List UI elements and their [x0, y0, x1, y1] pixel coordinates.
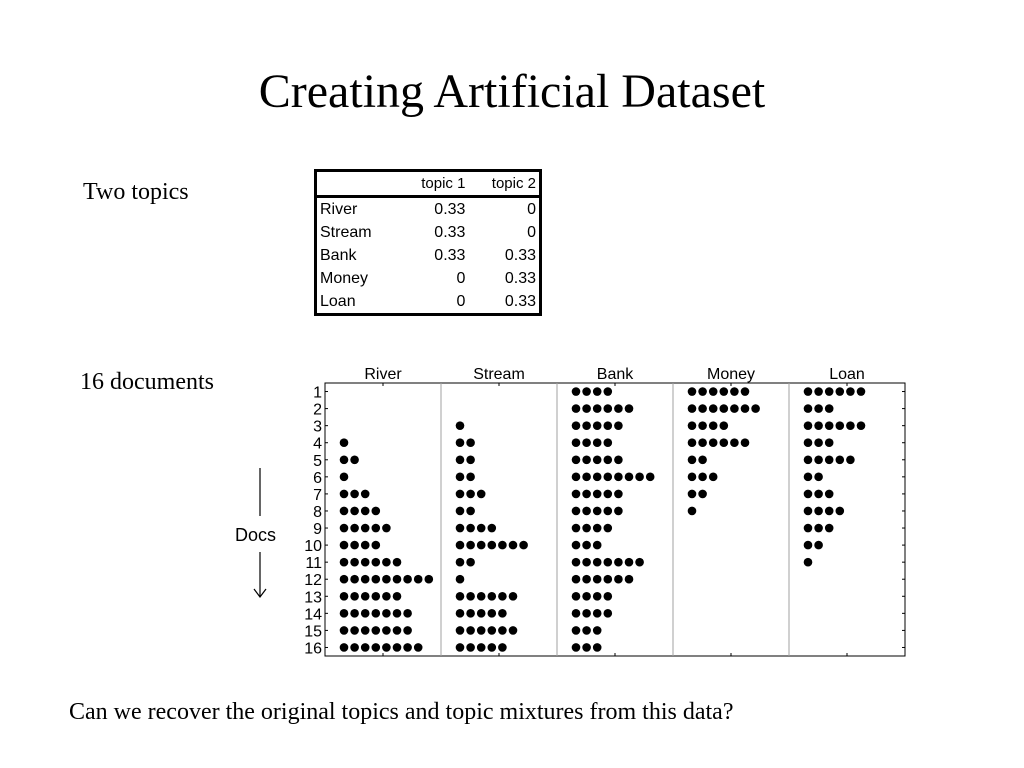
word-occurrence-dot: [372, 609, 381, 618]
word-occurrence-dot: [593, 455, 602, 464]
word-occurrence-dot: [572, 455, 581, 464]
word-occurrence-dot: [814, 490, 823, 499]
word-occurrence-dot: [825, 404, 834, 413]
word-occurrence-dot: [582, 558, 591, 567]
word-occurrence-dot: [635, 558, 644, 567]
word-occurrence-dot: [836, 421, 845, 430]
word-occurrence-dot: [846, 387, 855, 396]
word-occurrence-dot: [509, 541, 518, 550]
word-column-label: Bank: [596, 366, 634, 383]
word-occurrence-dot: [688, 490, 697, 499]
word-occurrence-dot: [572, 626, 581, 635]
word-occurrence-dot: [403, 575, 412, 584]
word-occurrence-dot: [456, 643, 465, 652]
word-occurrence-dot: [846, 455, 855, 464]
word-occurrence-dot: [456, 438, 465, 447]
word-occurrence-dot: [582, 455, 591, 464]
word-occurrence-dot: [466, 609, 475, 618]
word-occurrence-dot: [604, 558, 613, 567]
document-row-label: 3: [313, 418, 322, 436]
word-occurrence-dot: [688, 387, 697, 396]
word-occurrence-dot: [340, 558, 349, 567]
word-occurrence-dot: [340, 438, 349, 447]
word-occurrence-dot: [804, 473, 813, 482]
word-occurrence-dot: [720, 421, 729, 430]
word-occurrence-dot: [572, 643, 581, 652]
word-occurrence-dot: [582, 643, 591, 652]
word-occurrence-dot: [340, 507, 349, 516]
word-occurrence-dot: [688, 455, 697, 464]
word-occurrence-dot: [688, 421, 697, 430]
word-occurrence-dot: [688, 404, 697, 413]
word-occurrence-dot: [814, 541, 823, 550]
word-occurrence-dot: [698, 404, 707, 413]
word-occurrence-dot: [720, 404, 729, 413]
word-occurrence-dot: [614, 490, 623, 499]
word-occurrence-dot: [466, 473, 475, 482]
topic-table-word: Stream: [320, 223, 372, 241]
document-row-label: 14: [304, 606, 322, 624]
word-occurrence-dot: [709, 473, 718, 482]
word-occurrence-dot: [414, 643, 423, 652]
word-occurrence-dot: [614, 473, 623, 482]
word-occurrence-dot: [814, 524, 823, 533]
word-occurrence-dot: [625, 404, 634, 413]
word-occurrence-dot: [698, 473, 707, 482]
word-occurrence-dot: [477, 524, 486, 533]
word-occurrence-dot: [836, 507, 845, 516]
word-occurrence-dot: [340, 626, 349, 635]
word-occurrence-dot: [593, 473, 602, 482]
word-occurrence-dot: [614, 404, 623, 413]
word-occurrence-dot: [804, 455, 813, 464]
word-occurrence-dot: [804, 490, 813, 499]
word-occurrence-dot: [403, 643, 412, 652]
topic-2-value: 0.33: [504, 292, 536, 310]
word-occurrence-dot: [614, 507, 623, 516]
word-occurrence-dot: [393, 643, 402, 652]
word-occurrence-dot: [466, 490, 475, 499]
word-occurrence-dot: [466, 507, 475, 516]
word-occurrence-dot: [804, 387, 813, 396]
word-occurrence-dot: [350, 490, 359, 499]
word-occurrence-dot: [456, 507, 465, 516]
word-occurrence-dot: [825, 421, 834, 430]
word-occurrence-dot: [572, 541, 581, 550]
word-occurrence-dot: [488, 524, 497, 533]
word-occurrence-dot: [604, 507, 613, 516]
word-occurrence-dot: [814, 421, 823, 430]
word-occurrence-dot: [361, 541, 370, 550]
topic-1-value: 0.33: [434, 246, 466, 264]
word-occurrence-dot: [456, 421, 465, 430]
word-occurrence-dot: [604, 387, 613, 396]
document-row-label: 11: [305, 555, 322, 573]
word-occurrence-dot: [698, 438, 707, 447]
topic-2-header: topic 2: [491, 175, 536, 192]
word-occurrence-dot: [688, 507, 697, 516]
word-occurrence-dot: [604, 455, 613, 464]
word-occurrence-dot: [572, 507, 581, 516]
word-occurrence-dot: [498, 626, 507, 635]
word-occurrence-dot: [350, 558, 359, 567]
word-occurrence-dot: [466, 455, 475, 464]
word-occurrence-dot: [593, 490, 602, 499]
word-occurrence-dot: [509, 626, 518, 635]
word-occurrence-dot: [593, 643, 602, 652]
word-occurrence-dot: [350, 626, 359, 635]
word-occurrence-dot: [814, 455, 823, 464]
word-occurrence-dot: [372, 575, 381, 584]
word-occurrence-dot: [804, 438, 813, 447]
word-occurrence-dot: [572, 592, 581, 601]
word-occurrence-dot: [361, 490, 370, 499]
word-occurrence-dot: [814, 387, 823, 396]
word-occurrence-dot: [825, 490, 834, 499]
word-occurrence-dot: [340, 524, 349, 533]
word-occurrence-dot: [582, 626, 591, 635]
word-column-label: Loan: [829, 366, 865, 383]
word-occurrence-dot: [751, 404, 760, 413]
word-occurrence-dot: [593, 609, 602, 618]
word-occurrence-dot: [361, 592, 370, 601]
word-occurrence-dot: [572, 421, 581, 430]
word-occurrence-dot: [350, 575, 359, 584]
word-occurrence-dot: [646, 473, 655, 482]
word-occurrence-dot: [720, 387, 729, 396]
topic-1-value: 0: [456, 292, 466, 310]
word-occurrence-dot: [604, 490, 613, 499]
word-occurrence-dot: [582, 473, 591, 482]
word-occurrence-dot: [593, 507, 602, 516]
topic-table-word: Loan: [320, 292, 356, 310]
word-occurrence-dot: [804, 541, 813, 550]
word-occurrence-dot: [488, 626, 497, 635]
word-occurrence-dot: [698, 490, 707, 499]
word-occurrence-dot: [572, 387, 581, 396]
word-occurrence-dot: [456, 558, 465, 567]
word-occurrence-dot: [361, 558, 370, 567]
word-occurrence-dot: [582, 609, 591, 618]
word-occurrence-dot: [572, 575, 581, 584]
word-occurrence-dot: [477, 490, 486, 499]
word-occurrence-dot: [688, 473, 697, 482]
documents-label: 16 documents: [80, 369, 214, 395]
document-row-label: 5: [313, 452, 322, 470]
word-occurrence-dot: [814, 404, 823, 413]
word-occurrence-dot: [582, 421, 591, 430]
word-occurrence-dot: [582, 524, 591, 533]
word-occurrence-dot: [509, 592, 518, 601]
word-occurrence-dot: [814, 473, 823, 482]
topic-table-word: Bank: [320, 246, 357, 264]
word-occurrence-dot: [804, 524, 813, 533]
word-occurrence-dot: [488, 541, 497, 550]
word-occurrence-dot: [372, 643, 381, 652]
word-occurrence-dot: [604, 609, 613, 618]
word-occurrence-dot: [698, 455, 707, 464]
document-row-label: 16: [304, 640, 322, 658]
word-occurrence-dot: [572, 438, 581, 447]
word-occurrence-dot: [698, 421, 707, 430]
word-occurrence-dot: [825, 438, 834, 447]
topic-1-value: 0.33: [434, 223, 466, 241]
word-occurrence-dot: [488, 609, 497, 618]
word-occurrence-dot: [340, 609, 349, 618]
word-occurrence-dot: [382, 643, 391, 652]
word-occurrence-dot: [372, 541, 381, 550]
word-occurrence-dot: [635, 473, 644, 482]
word-occurrence-dot: [340, 592, 349, 601]
word-occurrence-dot: [456, 626, 465, 635]
word-occurrence-dot: [572, 490, 581, 499]
word-occurrence-dot: [456, 473, 465, 482]
word-occurrence-dot: [466, 558, 475, 567]
word-occurrence-dot: [498, 609, 507, 618]
word-occurrence-dot: [804, 404, 813, 413]
word-occurrence-dot: [393, 575, 402, 584]
word-occurrence-dot: [614, 558, 623, 567]
word-occurrence-dot: [477, 609, 486, 618]
docs-axis-label: Docs: [235, 525, 277, 545]
word-occurrence-dot: [804, 558, 813, 567]
document-row-label: 10: [304, 538, 322, 556]
word-occurrence-dot: [488, 592, 497, 601]
word-occurrence-dot: [350, 507, 359, 516]
word-occurrence-dot: [572, 404, 581, 413]
document-row-label: 7: [313, 486, 322, 504]
word-occurrence-dot: [456, 524, 465, 533]
word-occurrence-dot: [604, 438, 613, 447]
word-occurrence-dot: [814, 507, 823, 516]
document-row-label: 13: [304, 589, 322, 607]
word-occurrence-dot: [604, 421, 613, 430]
word-occurrence-dot: [350, 592, 359, 601]
word-occurrence-dot: [372, 524, 381, 533]
word-occurrence-dot: [466, 643, 475, 652]
word-occurrence-dot: [825, 387, 834, 396]
word-occurrence-dot: [604, 473, 613, 482]
word-occurrence-dot: [572, 558, 581, 567]
word-column-label: River: [364, 366, 402, 383]
word-occurrence-dot: [466, 541, 475, 550]
word-occurrence-dot: [382, 524, 391, 533]
topic-table-word: Money: [320, 269, 369, 287]
two-topics-label: Two topics: [83, 179, 189, 205]
word-occurrence-dot: [372, 507, 381, 516]
document-row-label: 4: [313, 435, 322, 453]
word-occurrence-dot: [709, 438, 718, 447]
word-occurrence-dot: [593, 626, 602, 635]
document-row-label: 6: [313, 469, 322, 487]
word-occurrence-dot: [582, 490, 591, 499]
word-occurrence-dot: [572, 524, 581, 533]
word-column-label: Money: [706, 366, 756, 383]
word-occurrence-dot: [382, 592, 391, 601]
word-occurrence-dot: [498, 592, 507, 601]
word-occurrence-dot: [741, 387, 750, 396]
topic-1-value: 0: [456, 269, 466, 287]
topic-2-value: 0: [527, 200, 536, 218]
topic-table-word: River: [320, 200, 358, 218]
topic-2-value: 0.33: [504, 246, 536, 264]
word-occurrence-dot: [519, 541, 528, 550]
word-occurrence-dot: [372, 592, 381, 601]
word-occurrence-dot: [730, 404, 739, 413]
word-occurrence-dot: [393, 609, 402, 618]
word-occurrence-dot: [393, 592, 402, 601]
word-occurrence-dot: [361, 575, 370, 584]
word-occurrence-dot: [456, 592, 465, 601]
word-occurrence-dot: [340, 541, 349, 550]
word-occurrence-dot: [688, 438, 697, 447]
word-occurrence-dot: [825, 507, 834, 516]
word-occurrence-dot: [350, 455, 359, 464]
word-column-label: Stream: [473, 366, 525, 383]
word-occurrence-dot: [382, 626, 391, 635]
word-occurrence-dot: [350, 643, 359, 652]
word-occurrence-dot: [614, 575, 623, 584]
word-occurrence-dot: [593, 438, 602, 447]
closing-question: Can we recover the original topics and topic mixtures from this data?: [69, 699, 734, 725]
word-occurrence-dot: [614, 421, 623, 430]
word-occurrence-dot: [709, 421, 718, 430]
word-occurrence-dot: [709, 387, 718, 396]
word-occurrence-dot: [804, 507, 813, 516]
document-row-label: 9: [313, 521, 322, 539]
word-occurrence-dot: [340, 473, 349, 482]
word-occurrence-dot: [393, 626, 402, 635]
word-occurrence-dot: [572, 609, 581, 618]
word-occurrence-dot: [466, 592, 475, 601]
word-occurrence-dot: [582, 387, 591, 396]
word-occurrence-dot: [382, 558, 391, 567]
word-occurrence-dot: [350, 541, 359, 550]
word-occurrence-dot: [593, 387, 602, 396]
word-occurrence-dot: [466, 626, 475, 635]
word-occurrence-dot: [804, 421, 813, 430]
word-occurrence-dot: [593, 592, 602, 601]
document-row-label: 2: [313, 401, 322, 419]
word-occurrence-dot: [466, 524, 475, 533]
topic-2-value: 0.33: [504, 269, 536, 287]
word-occurrence-dot: [720, 438, 729, 447]
word-occurrence-dot: [582, 507, 591, 516]
word-occurrence-dot: [477, 592, 486, 601]
word-occurrence-dot: [741, 404, 750, 413]
word-occurrence-dot: [414, 575, 423, 584]
word-occurrence-dot: [857, 387, 866, 396]
word-occurrence-dot: [730, 387, 739, 396]
word-occurrence-dot: [382, 609, 391, 618]
word-occurrence-dot: [698, 387, 707, 396]
word-occurrence-dot: [572, 473, 581, 482]
word-occurrence-dot: [604, 524, 613, 533]
word-occurrence-dot: [825, 455, 834, 464]
word-occurrence-dot: [456, 609, 465, 618]
word-occurrence-dot: [498, 541, 507, 550]
word-occurrence-dot: [741, 438, 750, 447]
word-occurrence-dot: [825, 524, 834, 533]
word-occurrence-dot: [361, 609, 370, 618]
word-occurrence-dot: [425, 575, 434, 584]
word-occurrence-dot: [625, 558, 634, 567]
word-occurrence-dot: [372, 626, 381, 635]
word-occurrence-dot: [593, 541, 602, 550]
word-occurrence-dot: [340, 575, 349, 584]
word-occurrence-dot: [477, 643, 486, 652]
word-occurrence-dot: [498, 643, 507, 652]
word-occurrence-dot: [403, 609, 412, 618]
word-occurrence-dot: [361, 626, 370, 635]
document-row-label: 1: [313, 384, 322, 402]
word-occurrence-dot: [350, 524, 359, 533]
word-occurrence-dot: [456, 455, 465, 464]
word-occurrence-dot: [582, 575, 591, 584]
word-occurrence-dot: [393, 558, 402, 567]
word-occurrence-dot: [488, 643, 497, 652]
word-occurrence-dot: [593, 404, 602, 413]
word-occurrence-dot: [625, 473, 634, 482]
word-occurrence-dot: [582, 592, 591, 601]
word-occurrence-dot: [582, 541, 591, 550]
word-occurrence-dot: [340, 643, 349, 652]
word-occurrence-dot: [709, 404, 718, 413]
word-occurrence-dot: [582, 438, 591, 447]
word-occurrence-dot: [604, 404, 613, 413]
word-occurrence-dot: [604, 575, 613, 584]
topic-1-value: 0.33: [434, 200, 466, 218]
word-occurrence-dot: [361, 507, 370, 516]
word-occurrence-dot: [730, 438, 739, 447]
word-occurrence-dot: [582, 404, 591, 413]
word-occurrence-dot: [340, 490, 349, 499]
word-occurrence-dot: [857, 421, 866, 430]
word-occurrence-dot: [593, 575, 602, 584]
word-occurrence-dot: [403, 626, 412, 635]
word-occurrence-dot: [625, 575, 634, 584]
word-occurrence-dot: [836, 455, 845, 464]
word-occurrence-dot: [456, 575, 465, 584]
word-occurrence-dot: [361, 643, 370, 652]
word-occurrence-dot: [846, 421, 855, 430]
word-occurrence-dot: [372, 558, 381, 567]
topic-2-value: 0: [527, 223, 536, 241]
word-occurrence-dot: [382, 575, 391, 584]
word-occurrence-dot: [350, 609, 359, 618]
word-occurrence-dot: [466, 438, 475, 447]
word-occurrence-dot: [477, 541, 486, 550]
document-row-label: 15: [304, 623, 322, 641]
word-occurrence-dot: [361, 524, 370, 533]
document-row-label: 8: [313, 503, 322, 521]
word-occurrence-dot: [593, 558, 602, 567]
word-occurrence-dot: [593, 524, 602, 533]
word-occurrence-dot: [340, 455, 349, 464]
word-occurrence-dot: [814, 438, 823, 447]
word-occurrence-dot: [593, 421, 602, 430]
word-occurrence-dot: [614, 455, 623, 464]
word-occurrence-dot: [604, 592, 613, 601]
word-occurrence-dot: [456, 541, 465, 550]
document-row-label: 12: [304, 572, 322, 590]
word-occurrence-dot: [477, 626, 486, 635]
word-occurrence-dot: [836, 387, 845, 396]
slide-title: Creating Artificial Dataset: [258, 65, 766, 118]
word-occurrence-dot: [456, 490, 465, 499]
topic-1-header: topic 1: [421, 175, 466, 192]
